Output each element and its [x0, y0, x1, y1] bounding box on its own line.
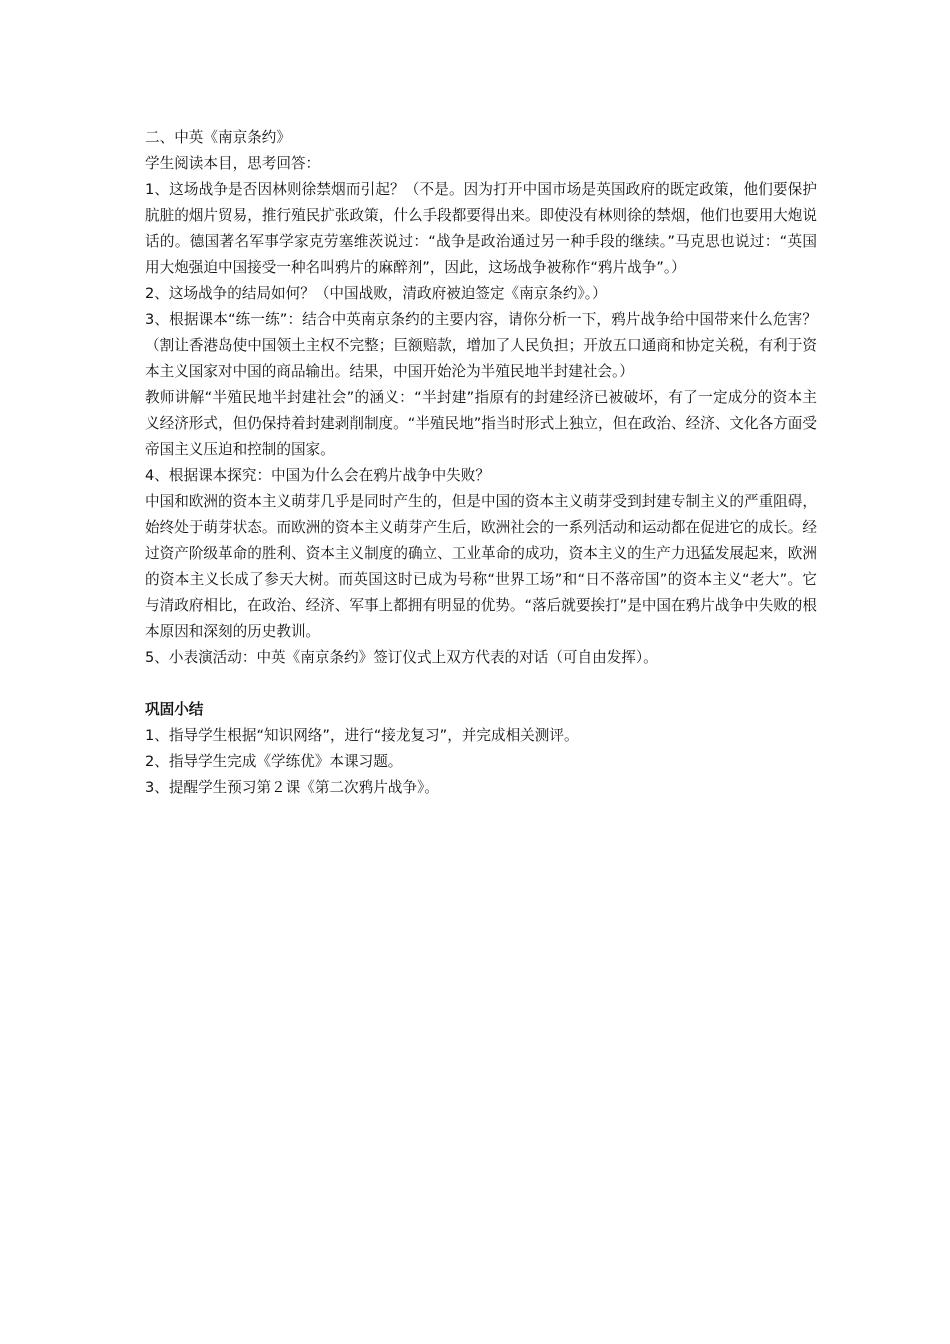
- section-title: 二、中英《南京条约》: [145, 129, 291, 146]
- paragraph: 4、根据课本探究：中国为什么会在鸦片战争中失败？: [145, 467, 490, 484]
- paragraph: 教师讲解“半殖民地半封建社会”的涵义：“半封建”指原有的封建经济已被破坏，有了一定成分的资本主义经济形式，但仍保持着封建剥削制度。“半殖民地”指当时形式上独立，但在政治、经济、文化各方面受帝国主义压迫和控制的国家。: [145, 389, 817, 458]
- intro-text: 学生阅读本目，思考回答：: [145, 155, 321, 172]
- summary-title: 巩固小结: [145, 701, 204, 718]
- paragraph: 5、小表演活动：中英《南京条约》签订仪式上双方代表的对话（可自由发挥）。: [145, 649, 658, 666]
- summary-item: 2、指导学生完成《学练优》本课习题。: [145, 753, 403, 770]
- blank-line: [145, 671, 817, 697]
- paragraph: 3、根据课本“练一练”：结合中英南京条约的主要内容，请你分析一下，鸦片战争给中国带来什么危害？（割让香港岛使中国领土主权不完整；巨额赔款，增加了人民负担；开放五口通商和协定关税，有利于资本主义国家对中国的商品输出。结果，中国开始沦为半殖民地半封建社会。）: [145, 311, 817, 380]
- paragraph: 2、这场战争的结局如何？（中国战败，清政府被迫签定《南京条约》。）: [145, 285, 607, 302]
- summary-item: 3、提醒学生预习第２课《第二次鸦片战争》。: [145, 779, 439, 796]
- paragraph: 1、这场战争是否因林则徐禁烟而引起？（不是。因为打开中国市场是英国政府的既定政策，他们要保护肮脏的烟片贸易，推行殖民扩张政策，什么手段都要得出来。即使没有林则徐的禁烟，他们也要用大炮说话的。德国著名军事学家克劳塞维茨说过：“战争是政治通过另一种手段的继续。”马克思也说过：“英国用大炮强迫中国接受一种名叫鸦片的麻醉剂”，因此，这场战争被称作“鸦片战争”。）: [145, 181, 817, 276]
- paragraph: 中国和欧洲的资本主义萌芽几乎是同时产生的，但是中国的资本主义萌芽受到封建专制主义的严重阻碍，始终处于萌芽状态。而欧洲的资本主义萌芽产生后，欧洲社会的一系列活动和运动都在促进它的成长。经过资产阶级革命的胜利、资本主义制度的确立、工业革命的成功，资本主义的生产力迅猛发展起来，欧洲的资本主义长成了参天大树。而英国这时已成为号称“世界工场”和“日不落帝国”的资本主义“老大”。它与清政府相比，在政治、经济、军事上都拥有明显的优势。“落后就要挨打”是中国在鸦片战争中失败的根本原因和深刻的历史教训。: [145, 493, 817, 640]
- summary-item: 1、指导学生根据“知识网络”，进行“接龙复习”，并完成相关测评。: [145, 727, 579, 744]
- document-body: [145, 125, 817, 801]
